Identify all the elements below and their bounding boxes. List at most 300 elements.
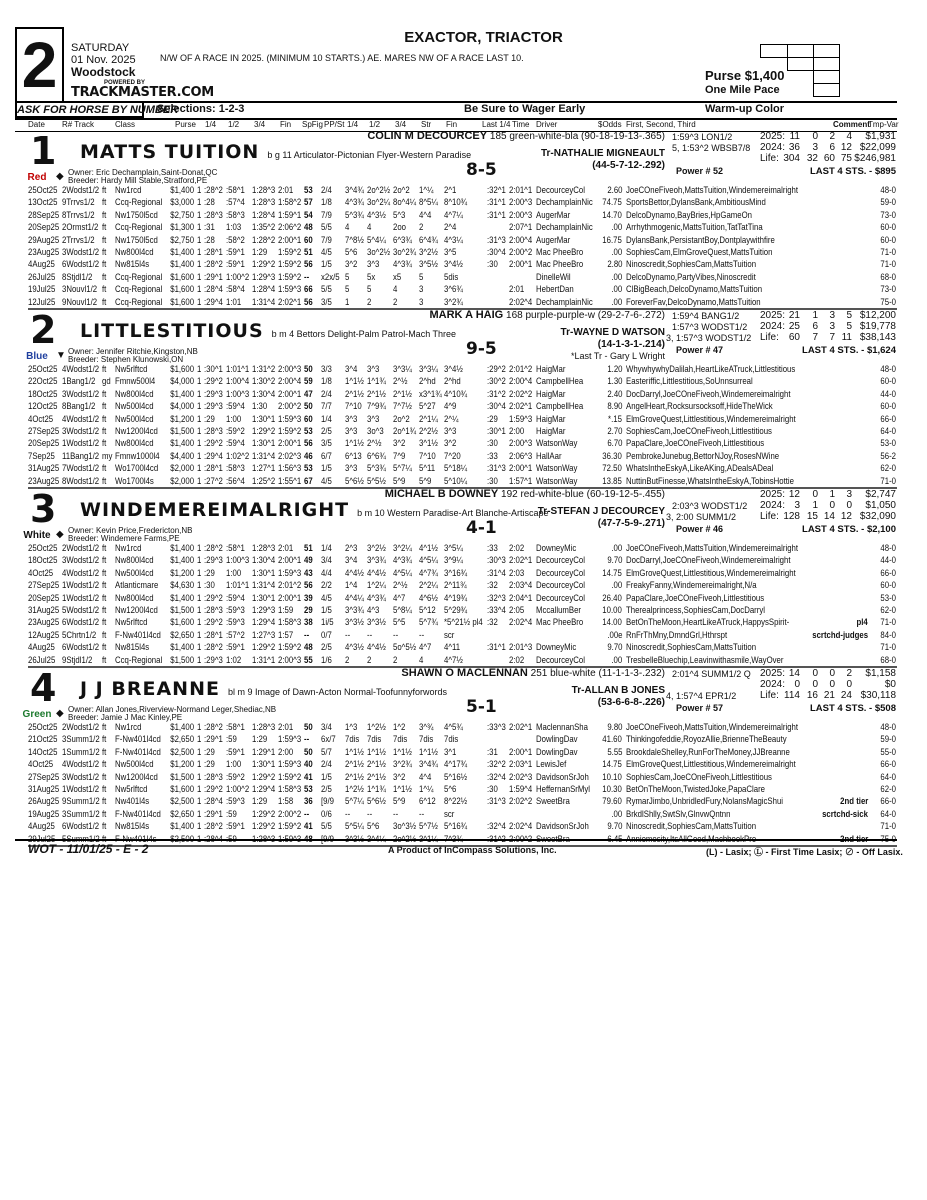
first-second-third: PembrokeJunebug,BettorNJoy,RosesNWine	[626, 450, 780, 462]
track-condition: gd	[102, 376, 111, 388]
past-performance-row	[0, 580, 927, 592]
odds: 10.00	[602, 605, 622, 616]
class: Nw500l4cd	[115, 401, 154, 413]
call-stretch: 5^12	[419, 605, 436, 616]
race-number: 2	[15, 27, 64, 103]
odds: 2.70	[606, 426, 622, 437]
purse: $1,600	[170, 784, 194, 795]
quarter-time: :28^2	[204, 543, 223, 554]
comment: pl4	[856, 617, 868, 629]
speed-figure: 67	[304, 475, 313, 487]
speed-figure: 51	[304, 247, 313, 258]
horse-entry	[0, 489, 927, 668]
driver-colors-stats: 251 blue-white (11-1-1-3-.232)	[530, 668, 665, 679]
quarter-time: :29^4	[204, 296, 223, 308]
post-position: 2/4	[321, 388, 332, 400]
post-position: 5/7	[321, 746, 332, 758]
distance: 1	[197, 222, 202, 234]
driver: DecourceyCol	[536, 567, 585, 579]
post-position: 5/5	[321, 284, 332, 296]
call-finish: 4^9	[444, 401, 457, 413]
career-stat: 24	[840, 690, 852, 701]
career-stat: 14	[788, 668, 800, 679]
final-time: 2:00^1	[278, 592, 302, 604]
first-second-third: WhatsIntheEskyA,LikeAKing,ADealsADeal	[626, 463, 774, 475]
purse: $2,000	[170, 475, 194, 487]
call-finish: 3^4½	[444, 364, 463, 375]
call-quarter: 3^3	[345, 413, 358, 425]
call-three-quarter: 5^7¼	[393, 463, 412, 475]
date: 26Aug25	[28, 796, 60, 808]
quarter-time: :29^4	[204, 450, 223, 462]
purse: $1,400	[170, 247, 194, 258]
call-stretch: 3^5½	[419, 259, 438, 271]
last-quarter: :33^4	[487, 605, 506, 616]
call-three-quarter: 7^7½	[393, 401, 412, 413]
class: Wo1700l4cd	[115, 463, 159, 475]
three-quarter-time: 1:28^3	[252, 197, 276, 209]
quarter-time: :29^3	[204, 388, 223, 400]
call-quarter: 1^1½	[345, 438, 364, 450]
call-half: 1^2¼	[367, 580, 386, 592]
first-second-third: ForeverFav,DelcoDynamo,MattsTuition	[626, 296, 761, 308]
date: 7Sep25	[28, 450, 55, 462]
distance: 1	[197, 259, 202, 271]
call-stretch: 2^hd	[419, 376, 436, 388]
distance: 1	[197, 771, 202, 783]
past-performance-row	[0, 642, 927, 654]
last-quarter: :31^3	[487, 234, 506, 246]
call-half: --	[367, 629, 373, 641]
equipment-icon: ▼	[56, 350, 66, 361]
career-stat: Life:	[760, 690, 779, 701]
post-position: 4/4	[321, 567, 332, 579]
horse-entry	[0, 668, 927, 847]
temp-var: 44-0	[880, 555, 896, 567]
winner-time: 2:04^1	[509, 592, 533, 604]
column-header: $Odds	[598, 120, 622, 129]
past-performance-row	[0, 426, 927, 438]
race-track: 4Wodst1/2	[62, 759, 100, 771]
winner-time: 2:02	[509, 654, 525, 666]
career-stat: 2	[829, 131, 835, 142]
track-condition: ft	[102, 833, 107, 845]
quarter-time: :28^2	[204, 722, 223, 733]
first-second-third: PapaClare,JoeCOneFiveoh,Littlestitious	[626, 438, 765, 450]
track-condition: ft	[102, 475, 107, 487]
temp-var: 66-0	[880, 759, 896, 771]
post-position: 1/4	[321, 413, 332, 425]
call-finish: 2^hd	[444, 376, 461, 388]
career-stat: 60	[823, 153, 835, 164]
last-quarter: :32	[487, 617, 498, 629]
power-rating: Power # 52	[676, 166, 724, 176]
call-quarter: --	[345, 629, 351, 641]
date: 4Aug25	[28, 642, 55, 654]
odds: .00	[611, 271, 622, 283]
past-performance-row	[0, 772, 927, 784]
call-finish: 5dis	[444, 271, 459, 283]
date: 23Aug25	[28, 617, 60, 629]
three-quarter-time: 1:31^4	[252, 580, 276, 592]
career-stat: 128	[783, 511, 800, 522]
quarter-time: :28^3	[204, 771, 223, 783]
quarter-time: :28	[204, 197, 215, 209]
speed-figure: 49	[304, 555, 313, 567]
quarter-time: :29^2	[204, 438, 223, 450]
distance: 1	[197, 796, 202, 808]
past-performance-row	[0, 747, 927, 759]
track-condition: ft	[102, 401, 107, 413]
past-performance-row	[0, 284, 927, 296]
call-quarter: 3^3	[345, 426, 358, 437]
half-time: 1:03	[226, 222, 242, 234]
three-quarter-time: 1:29	[252, 734, 268, 746]
distance: 1	[197, 555, 202, 567]
call-three-quarter: 4^7	[393, 592, 406, 604]
purse: $1,400	[170, 821, 194, 833]
odds: .00	[611, 543, 622, 554]
purse: $1,400	[170, 438, 194, 450]
column-header: First, Second, Third	[626, 120, 696, 129]
purse: $3,000	[170, 197, 194, 209]
driver: DecourceyCol	[536, 555, 585, 567]
call-three-quarter: 5o^5½	[393, 642, 417, 654]
quarter-time: :29	[204, 759, 215, 771]
class: Nw800l4cd	[115, 247, 154, 258]
race-conditions: N/W OF A RACE IN 2025. (MINIMUM 10 STARTS.) AE. MARES NW OF A RACE LAST 10.	[160, 53, 524, 63]
three-quarter-time: 1:29^2	[252, 259, 276, 271]
best-time-3: 4, 1:57^4 EPR1/2	[666, 691, 737, 701]
call-stretch: 1^¼	[419, 784, 434, 795]
distance: 1	[197, 271, 202, 283]
first-second-third: DelcoDynamo,BayBries,HpGameOn	[626, 209, 752, 221]
distance: 1	[197, 567, 202, 579]
purse: $1,200	[170, 567, 194, 579]
call-quarter: 2	[345, 654, 350, 666]
date: 20Sep25	[28, 222, 60, 234]
last-4-starts-earnings: LAST 4 STS. - $895	[809, 166, 896, 177]
call-three-quarter: 3^3¼	[393, 364, 412, 375]
speed-figure: 53	[304, 426, 313, 437]
speed-figure: 41	[304, 821, 313, 833]
last-quarter: :30	[487, 475, 498, 487]
race-track: Woodstock	[71, 65, 136, 79]
horse-pedigree: bl m 9 Image of Dawn-Acton Normal-Toofunnyforwords	[227, 687, 448, 697]
track-condition: ft	[102, 185, 107, 196]
call-finish: 4^11	[444, 642, 461, 654]
call-stretch: 3^1½	[419, 438, 438, 450]
race-track: 2Trrvs1/2	[62, 234, 95, 246]
call-quarter: 7dis	[345, 734, 360, 746]
temp-var: 48-0	[880, 185, 896, 196]
temp-var: 56-2	[880, 450, 896, 462]
career-stat: 2025:	[760, 131, 786, 142]
call-half: 5	[367, 284, 372, 296]
class: Ccq-Regional	[115, 222, 163, 234]
driver: DecourceyCol	[536, 654, 585, 666]
speed-figure: 48	[304, 222, 313, 234]
final-time: 1:59^3	[278, 284, 302, 296]
career-stat: 0	[812, 489, 818, 500]
date: 4Aug25	[28, 821, 55, 833]
winner-time: 2:02^4	[509, 296, 533, 308]
quarter-time: :29^2	[204, 617, 223, 629]
career-stat: $38,143	[859, 332, 896, 343]
temp-var: 53-0	[880, 438, 896, 450]
call-three-quarter: 2	[393, 296, 398, 308]
column-header: Purse	[175, 120, 196, 129]
call-finish: 3^16¾	[444, 567, 468, 579]
call-finish: 2^1	[444, 185, 457, 196]
call-quarter: 2^1½	[345, 771, 364, 783]
horse-name-line	[80, 322, 456, 343]
career-stat: 1	[812, 500, 818, 511]
purse: $2,750	[170, 209, 194, 221]
career-stat: 25	[788, 321, 800, 332]
odds: .00	[611, 247, 622, 258]
race-track: 9Stjdl1/2	[62, 654, 93, 666]
race-track: 3Wodst1/2	[62, 555, 100, 567]
temp-var: 73-0	[880, 209, 896, 221]
three-quarter-time: 1:29	[252, 796, 268, 808]
call-half: 1^1½	[367, 746, 386, 758]
last-quarter: :33	[487, 450, 498, 462]
half-time: :58^3	[226, 209, 245, 221]
call-stretch: 8^5¼	[419, 197, 438, 209]
winner-time: 2:00^3	[509, 197, 533, 209]
distance: 1	[197, 438, 202, 450]
half-time: :58^2	[226, 234, 245, 246]
distance: 1	[197, 759, 202, 771]
half-time: :59^4	[226, 592, 245, 604]
driver: DavidsonSrJoh	[536, 821, 589, 833]
post-position: 5/5	[321, 222, 332, 234]
final-time: 2:00	[278, 746, 294, 758]
three-quarter-time: 1:29^2	[252, 808, 276, 820]
odds: .00	[611, 296, 622, 308]
temp-var: 48-0	[880, 364, 896, 375]
column-header: Tmp-Var	[868, 120, 899, 129]
call-half: 7^9¾	[367, 401, 386, 413]
temp-var: 66-0	[880, 413, 896, 425]
call-half: --	[367, 808, 373, 820]
driver: DowlingDav	[536, 734, 578, 746]
half-time: 1:00	[226, 759, 242, 771]
class: F-Nw401l4cd	[115, 734, 161, 746]
first-second-third: DocDarryl,JoeCOneFiveoh,Windemereimalright	[626, 555, 791, 567]
last-4-starts-earnings: LAST 4 STS. - $1,624	[802, 345, 896, 356]
column-header: Date	[28, 120, 45, 129]
best-time-2: 1:57^3 WODST1/2	[672, 322, 748, 332]
half-time: 1:00^2	[226, 784, 250, 795]
call-stretch: 3^1¼	[419, 833, 438, 845]
class: Nw401l4s	[115, 796, 150, 808]
race-track: 7Wodst1/2	[62, 463, 100, 475]
three-quarter-time: 1:30	[252, 401, 268, 413]
column-header: Fin	[280, 120, 292, 129]
call-finish: 4^3¼	[444, 234, 463, 246]
race-track: 3Summ1/2	[62, 808, 100, 820]
odds: 10.30	[602, 784, 622, 795]
half-time: :58^3	[226, 463, 245, 475]
speed-figure: 38	[304, 617, 313, 629]
final-time: 1:59^2	[278, 259, 302, 271]
equipment-icon: ◆	[56, 529, 64, 540]
first-second-third: DylansBank,PersistantBoy,Dontplaywithfire	[626, 234, 775, 246]
call-quarter: 3^4	[345, 364, 358, 375]
call-half: 3^3	[367, 413, 380, 425]
column-header: PP/St	[324, 120, 345, 129]
post-position: 2/4	[321, 185, 332, 196]
distance: 1	[197, 463, 202, 475]
three-quarter-time: 1:28^3	[252, 833, 276, 845]
call-stretch: 4^4	[419, 209, 432, 221]
career-stat: 1	[812, 310, 818, 321]
distance: 1	[197, 364, 202, 375]
call-three-quarter: 2o^2	[393, 413, 410, 425]
driver-colors-stats: 192 red-white-blue (60-19-12-5-.455)	[501, 489, 665, 500]
track-condition: ft	[102, 259, 107, 271]
call-finish: 5^29¾	[444, 605, 468, 616]
temp-var: 59-0	[880, 197, 896, 209]
call-finish: 7^20	[444, 450, 461, 462]
post-position: 1/8	[321, 197, 332, 209]
quarter-time: :29^2	[204, 784, 223, 795]
call-quarter: 3^2	[345, 259, 358, 271]
race-track: 3Wodst1/2	[62, 247, 100, 258]
best-time-1: 1:59^3 LON1/2	[672, 132, 733, 142]
past-performance-row	[0, 389, 927, 401]
career-stat: 16	[806, 690, 818, 701]
three-quarter-time: 1:30^1	[252, 438, 276, 450]
call-stretch: 7dis	[419, 734, 434, 746]
final-time: 1:57	[278, 629, 294, 641]
last-trainer: *Last Tr - Gary L Wright	[570, 351, 665, 361]
driver: LewisJef	[536, 759, 567, 771]
distance: 1	[197, 413, 202, 425]
half-time: :59^1	[226, 746, 245, 758]
temp-var: 62-0	[880, 463, 896, 475]
call-quarter: 2^3	[345, 543, 358, 554]
past-performance-row	[0, 734, 927, 746]
call-three-quarter: 1^1½	[393, 746, 412, 758]
three-quarter-time: 1:28^3	[252, 185, 276, 196]
temp-var: 60-0	[880, 376, 896, 388]
half-time: :59	[226, 833, 237, 845]
half-time: :58^4	[226, 284, 245, 296]
purse: $2,500	[170, 833, 194, 845]
race-track: 1Wodst1/2	[62, 580, 100, 592]
temp-var: 71-0	[880, 617, 896, 629]
odds: 14.70	[602, 209, 622, 221]
three-quarter-time: 1:30^2	[252, 376, 276, 388]
column-header: 1/4	[347, 120, 359, 129]
winner-time: 2:02^4	[509, 617, 533, 629]
final-time: 2:00^1	[278, 438, 302, 450]
race-track: 9Nouvl1/2	[62, 296, 98, 308]
speed-figure: 36	[304, 796, 313, 808]
first-second-third: Anniemosity,ItsAllGood,MachbookPro	[626, 833, 757, 845]
driver: CampbellHea	[536, 376, 584, 388]
call-three-quarter: 5^9	[393, 796, 406, 808]
call-half: 6^6¾	[367, 450, 386, 462]
final-time: 1:59^3	[278, 567, 302, 579]
three-quarter-time: 1:35^2	[252, 222, 276, 234]
track-condition: ft	[102, 413, 107, 425]
track-condition: ft	[102, 234, 107, 246]
three-quarter-time: 1:27^1	[252, 463, 276, 475]
distance: 1	[197, 234, 202, 246]
half-time: :59^3	[226, 617, 245, 629]
temp-var: 53-0	[880, 592, 896, 604]
call-half: 2	[367, 654, 372, 666]
odds: 9.80	[606, 722, 622, 733]
race-track: 4Wodst1/2	[62, 413, 100, 425]
last-quarter: :33^3	[487, 722, 506, 733]
winner-time: 2:00^1	[509, 259, 533, 271]
horse-name: WINDEMEREIMALRIGHT	[80, 499, 350, 521]
speed-figure: 40	[304, 759, 313, 771]
track-condition: ft	[102, 388, 107, 400]
final-time: 2:01	[278, 543, 294, 554]
speed-figure: --	[304, 808, 310, 820]
date: 21Oct25	[28, 734, 58, 746]
winner-time: 2:01^3	[509, 642, 533, 654]
winner-time: 1:59^3	[509, 413, 533, 425]
call-three-quarter: 7dis	[393, 734, 408, 746]
first-second-third: DelcoDynamo,PartyVibes,Ninoscredit	[626, 271, 756, 283]
driver: WatsonWay	[536, 475, 578, 487]
temp-var: 66-0	[880, 567, 896, 579]
odds: 72.50	[602, 463, 622, 475]
temp-var: 64-0	[880, 771, 896, 783]
column-header: 1/2	[228, 120, 240, 129]
last-quarter: :32^4	[487, 821, 506, 833]
three-quarter-time: 1:29^2	[252, 426, 276, 437]
call-finish: 3^5¼	[444, 543, 463, 554]
post-position: 7/7	[321, 401, 332, 413]
call-three-quarter: 6^3¾	[393, 234, 412, 246]
quarter-time: :28^1	[204, 247, 223, 258]
career-stat: 7	[812, 332, 818, 343]
half-time: :58^1	[226, 543, 245, 554]
temp-var: 66-0	[880, 796, 896, 808]
call-three-quarter: --	[393, 808, 399, 820]
purse: $1,600	[170, 296, 194, 308]
purse: $1,400	[170, 642, 194, 654]
call-stretch: 4^7¾	[419, 567, 438, 579]
date: 19Aug25	[28, 808, 60, 820]
call-stretch: --	[419, 629, 425, 641]
purse: $1,600	[170, 364, 194, 375]
power-rating: Power # 46	[676, 524, 724, 534]
half-time: :59^4	[226, 401, 245, 413]
track-condition: ft	[102, 426, 107, 437]
temp-var: 59-0	[880, 734, 896, 746]
track-condition: ft	[102, 580, 107, 592]
first-second-third: Thinkingofeddie,RoyozAllie,BrienneTheBeauty	[626, 734, 787, 746]
call-finish: *5^21½ pl4	[444, 617, 483, 629]
winner-time: 2:07^1	[509, 222, 533, 234]
odds: 16.75	[602, 234, 622, 246]
first-second-third: SportsBettor,DylansBank,AmbitiousMind	[626, 197, 766, 209]
speed-figure: 29	[304, 605, 313, 616]
race-track: 1Bang1/2	[62, 376, 96, 388]
post-position: 2/5	[321, 426, 332, 437]
race-track: 6Wodst1/2	[62, 259, 100, 271]
driver-colors-stats: 185 green-white-bla (90-18-19-13-.365)	[489, 131, 665, 142]
